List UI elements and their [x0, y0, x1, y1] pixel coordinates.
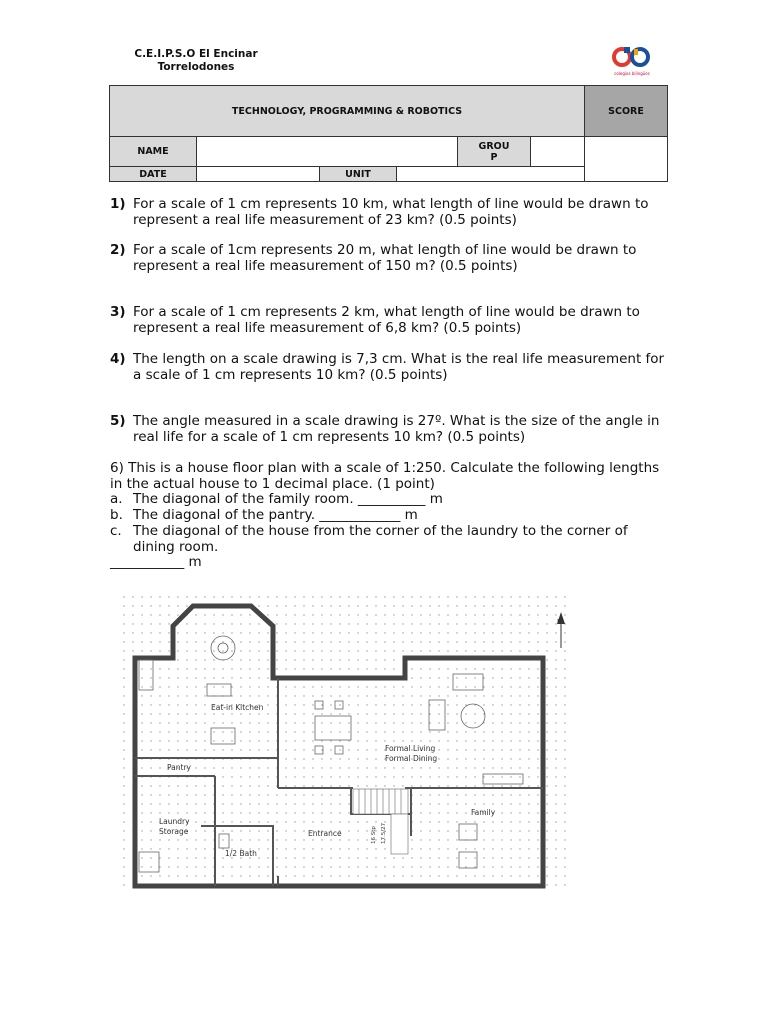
room-label-storage: Storage: [159, 827, 189, 836]
question-number: 6: [110, 460, 119, 476]
name-field[interactable]: [197, 137, 458, 167]
room-label-dining: Formal Dining: [385, 754, 438, 763]
stairs-rise-label: 17.5/27: [381, 822, 387, 844]
question-text: The length on a scale drawing is 7,3 cm. What is the real life measurement for a scale of 1 cm represents 10 km? (0.5 points): [133, 351, 665, 383]
question-1: [110, 196, 670, 228]
question-5: [110, 413, 670, 445]
room-label-bath: 1/2 Bath: [225, 849, 257, 858]
room-label-pantry: Pantry: [167, 763, 191, 772]
header-table: [109, 85, 668, 182]
group-label: [458, 137, 531, 166]
item-letter: b.: [110, 507, 123, 523]
north-label: N: [557, 618, 563, 626]
item-text: The diagonal of the house from the corner of the laundry to the corner of dining room.: [133, 523, 628, 555]
school-line-1: C.E.I.P.S.O El Encinar: [134, 48, 258, 60]
question-6c-answer: ___________ m: [110, 554, 202, 570]
floor-plan: [123, 596, 573, 892]
room-label-kitchen: Eat-in Kitchen: [211, 703, 264, 712]
date-field[interactable]: [197, 167, 320, 182]
room-label-laundry: Laundry: [159, 817, 190, 826]
question-6b: [110, 507, 670, 523]
question-text: ) This is a house floor plan with a scale of 1:250. Calculate the following lengths in the actual house to 1 decimal place. (1 point): [110, 460, 660, 492]
room-label-living: Formal Living: [385, 744, 436, 753]
unit-label: UNIT: [320, 167, 397, 182]
course-title: TECHNOLOGY, PROGRAMMING & ROBOTICS: [110, 86, 585, 137]
room-label-family: Family: [471, 808, 496, 817]
logo-text: colegios bilingües: [614, 71, 650, 76]
school-line-2: Torrelodones: [157, 61, 235, 73]
question-6c: [110, 523, 670, 555]
question-text: For a scale of 1 cm represents 2 km, what length of line would be drawn to represent a real life measurement of 6,8 km? (0.5 points): [133, 304, 640, 336]
question-number: 4): [110, 351, 126, 367]
item-letter: a.: [110, 491, 123, 507]
question-4: [110, 351, 670, 383]
item-text: The diagonal of the pantry. ____________ m: [133, 507, 418, 523]
question-6-intro: [110, 460, 670, 492]
question-number: 1): [110, 196, 126, 212]
question-3: [110, 304, 670, 336]
question-6a: [110, 491, 670, 507]
item-letter: c.: [110, 523, 122, 539]
question-2: [110, 242, 670, 274]
question-text: The angle measured in a scale drawing is 27º. What is the size of the angle in real life for a scale of 1 cm represents 10 km? (0.5 points): [133, 413, 660, 445]
score-label: SCORE: [585, 86, 668, 137]
school-logo: [610, 45, 654, 75]
item-text: The diagonal of the family room. __________ m: [133, 491, 443, 507]
group-label-2: P: [490, 151, 498, 163]
group-field[interactable]: [531, 137, 584, 166]
floor-plan-drawing: [123, 596, 573, 892]
question-number: 3): [110, 304, 126, 320]
room-label-entrance: Entrance: [308, 829, 342, 838]
group-label-1: GROU: [478, 140, 510, 152]
name-label: NAME: [110, 137, 197, 167]
question-number: 5): [110, 413, 126, 429]
school-name: [130, 48, 262, 74]
question-text: For a scale of 1cm represents 20 m, what length of line would be drawn to represent a real life measurement of 150 m? (0.5 points): [133, 242, 637, 274]
logo-icon: [610, 45, 654, 67]
stairs-label: 16 Stp: [371, 826, 377, 844]
date-label: DATE: [110, 167, 197, 182]
question-text: For a scale of 1 cm represents 10 km, what length of line would be drawn to represent a real life measurement of 23 km? (0.5 points): [133, 196, 649, 228]
score-field[interactable]: [585, 137, 668, 182]
unit-field[interactable]: [397, 167, 585, 182]
question-number: 2): [110, 242, 126, 258]
